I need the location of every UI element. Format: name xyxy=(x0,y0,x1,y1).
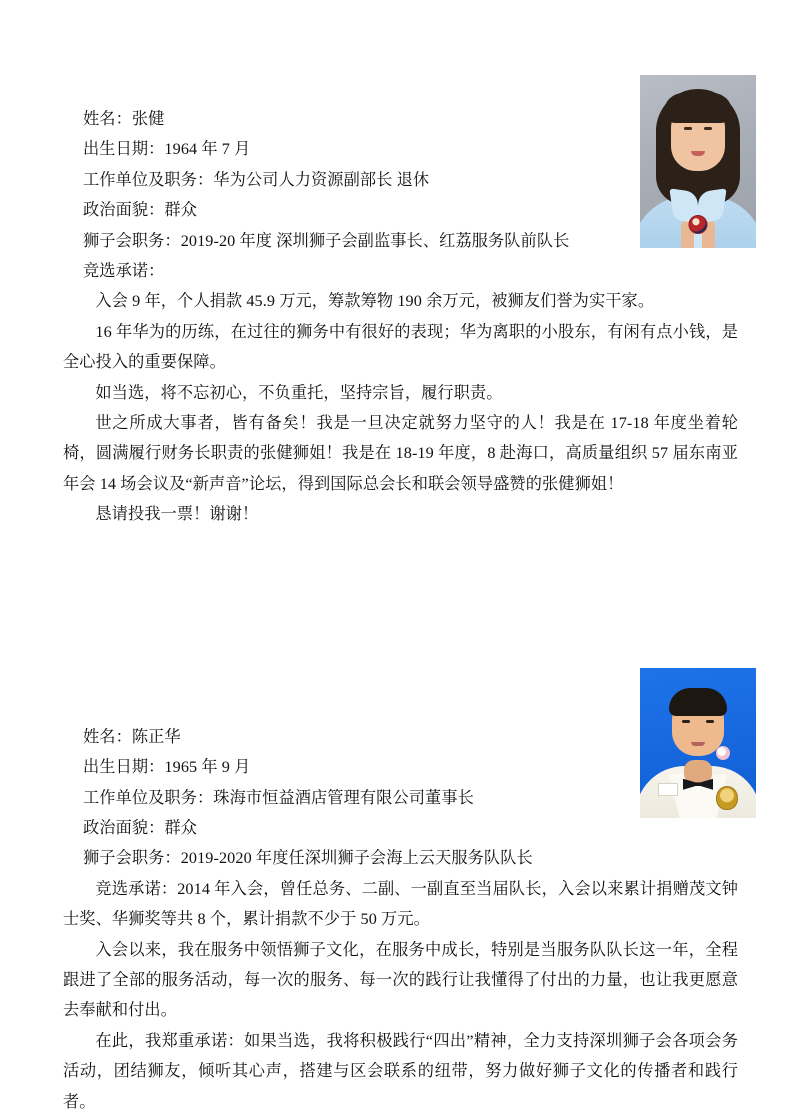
pledge-paragraph-1: 入会 9 年，个人捐款 45.9 万元，筹款筹物 190 余万元，被狮友们誉为实干家。 xyxy=(95,292,655,311)
pledge-paragraph-4: 世之所成大事者，皆有备矣！我是一旦决定就努力坚守的人！我是在 17-18 年度坐着轮椅，圆满履行财务长职责的张健狮姐！我是在 18-19 年度，8 赴海口，高质量组织 57 届东南亚年会 14 场会议及“新声音”论坛，得到国际总会长和联会领导盛赞的张健狮姐！ xyxy=(63,414,738,493)
field-name: 姓名：张健 xyxy=(83,110,165,128)
field-lions-role: 狮子会职务：2019-2020 年度任深圳狮子会海上云天服务队队长 xyxy=(83,849,533,868)
field-employer: 工作单位及职务：华为公司人力资源副部长 退休 xyxy=(83,170,430,189)
pledge-paragraph-1: 竞选承诺：2014 年入会，曾任总务、二副、一副直至当届队长，入会以来累计捐赠茂文钟士奖、华狮奖等共 8 个，累计捐款不少于 50 万元。 xyxy=(63,879,738,929)
pledge-paragraph-2: 入会以来，我在服务中领悟狮子文化，在服务中成长，特别是当服务队队长这一年，全程跟进了全部的服务活动，每一次的服务、每一次的践行让我懂得了付出的力量，也让我更愿意去奉献和付出。 xyxy=(63,940,738,1020)
hair xyxy=(669,688,727,716)
pledge-paragraph-5: 恳请投我一票！谢谢！ xyxy=(95,505,259,524)
pledge-paragraph-3: 如当选，将不忘初心，不负重托，坚持宗旨，履行职责。 xyxy=(95,383,503,402)
field-employer: 工作单位及职务：珠海市恒益酒店管理有限公司董事长 xyxy=(83,788,474,807)
field-pledge-label: 竞选承诺： xyxy=(83,262,165,281)
field-birthdate: 出生日期：1964 年 7 月 xyxy=(83,140,251,159)
pledge-paragraph-2: 16 年华为的历练，在过往的狮务中有很好的表现；华为离职的小股东，有闲有点小钱，是全心投入的重要保障。 xyxy=(63,322,738,372)
field-lions-role: 狮子会职务：2019-20 年度 深圳狮子会副监事长、红荔服务队前队长 xyxy=(83,231,570,250)
candidate-profile-1 xyxy=(0,0,800,530)
field-birthdate: 出生日期：1965 年 9 月 xyxy=(83,758,251,777)
pledge-paragraph-3: 在此，我郑重承诺：如果当选，我将积极践行“四出”精神，全力支持深圳狮子会各项会务活动，团结狮友，倾听其心声，搭建与区会联系的纽带，努力做好狮子文化的传播者和践行者。 xyxy=(63,1031,738,1111)
candidate-profile-2 xyxy=(0,646,800,1117)
field-name: 姓名：陈正华 xyxy=(83,727,181,746)
candidate-2-bio xyxy=(63,722,738,1117)
field-political: 政治面貌：群众 xyxy=(83,818,198,837)
candidate-1-bio xyxy=(63,104,738,530)
section-spacer xyxy=(0,530,800,646)
field-political: 政治面貌：群众 xyxy=(83,201,198,220)
